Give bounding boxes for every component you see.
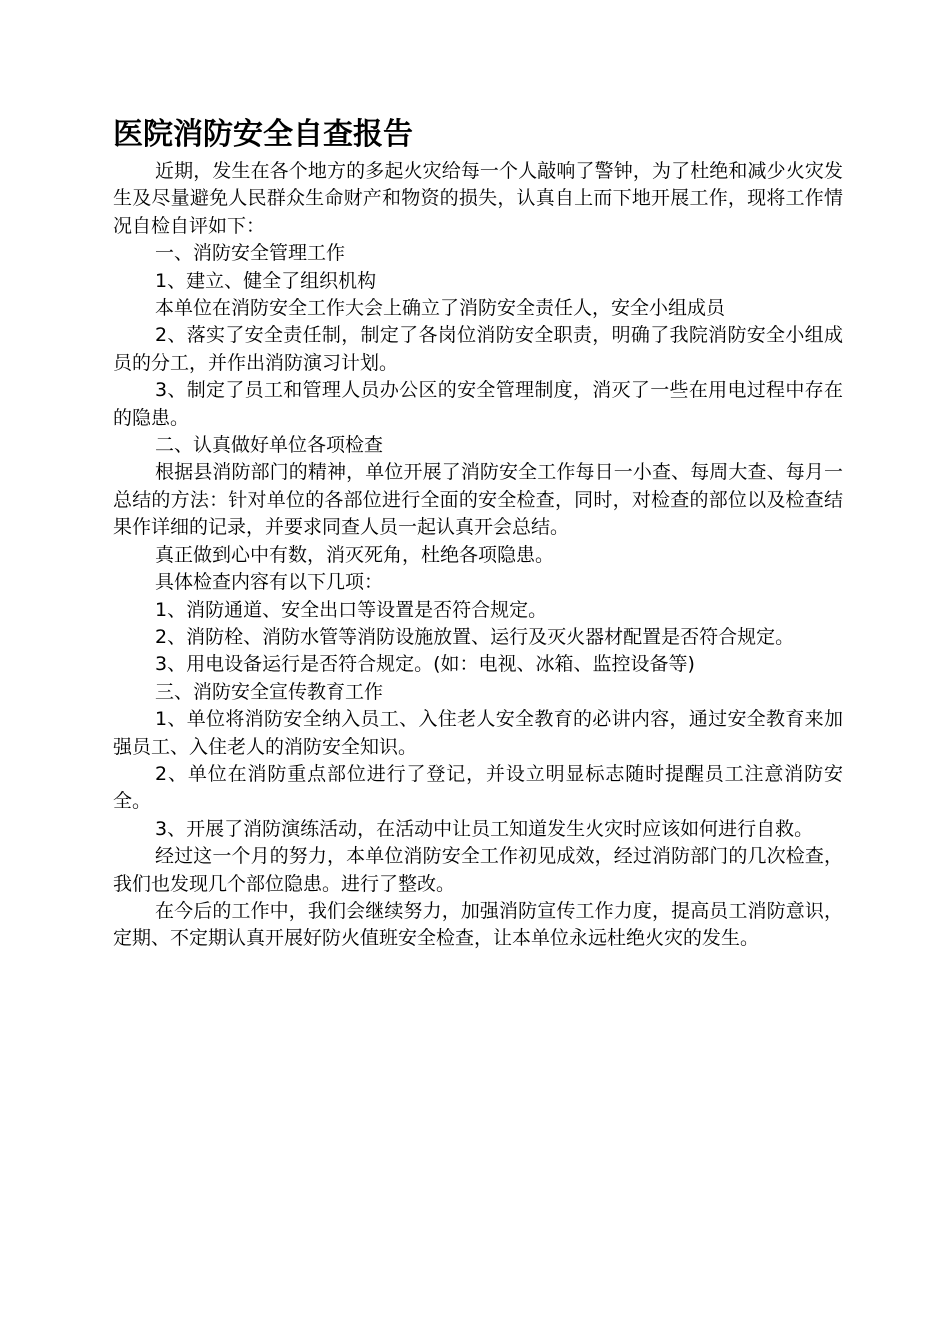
paragraph-item: 2、消防栓、消防水管等消防设施放置、运行及灭火器材配置是否符合规定。 — [155, 625, 795, 648]
paragraph-intro: 近期，发生在各个地方的多起火灾给每一个人敲响了警钟，为了杜绝和减少火灾发生及尽量避免人民群众生命财产和物资的损失，认真自上而下地开展工作，现将工作情况自检自评如下： — [113, 160, 843, 237]
paragraph-item: 2、单位在消防重点部位进行了登记，并设立明显标志随时提醒员工注意消防安全。 — [113, 762, 843, 813]
paragraph-item: 本单位在消防安全工作大会上确立了消防安全责任人，安全小组成员 — [155, 297, 726, 320]
document-title: 医院消防安全自查报告 — [113, 117, 413, 152]
paragraph-item: 3、开展了消防演练活动，在活动中让员工知道发生火灾时应该如何进行自救。 — [155, 817, 814, 840]
paragraph-summary: 经过这一个月的努力，本单位消防安全工作初见成效，经过消防部门的几次检查，我们也发现几个部位隐患。进行了整改。 — [113, 845, 843, 895]
document-body — [113, 158, 843, 953]
paragraph-item: 真正做到心中有数，消灭死角，杜绝各项隐患。 — [155, 543, 555, 566]
section-heading-fire-management: 一、消防安全管理工作 — [155, 242, 346, 265]
paragraph-item: 具体检查内容有以下几项： — [155, 571, 384, 594]
paragraph-conclusion: 在今后的工作中，我们会继续努力，加强消防宣传工作力度，提高员工消防意识，定期、不定期认真开展好防火值班安全检查，让本单位永远杜绝火灾的发生。 — [113, 899, 843, 950]
paragraph-item: 3、用电设备运行是否符合规定。(如：电视、冰箱、监控设备等) — [155, 653, 695, 676]
section-heading-inspections: 二、认真做好单位各项检查 — [155, 434, 384, 457]
document-page — [113, 112, 843, 953]
paragraph-item: 1、消防通道、安全出口等设置是否符合规定。 — [155, 598, 548, 621]
paragraph-item: 根据县消防部门的精神，单位开展了消防安全工作每日一小查、每周大查、每月一总结的方法：针对单位的各部位进行全面的安全检查，同时，对检查的部位以及检查结果作详细的记录，并要求同查人员一起认真开会总结。 — [113, 461, 843, 539]
paragraph-item: 2、落实了安全责任制，制定了各岗位消防安全职责，明确了我院消防安全小组成员的分工，并作出消防演习计划。 — [113, 324, 843, 374]
section-heading-education: 三、消防安全宣传教育工作 — [155, 680, 384, 703]
paragraph-item: 3、制定了员工和管理人员办公区的安全管理制度，消灭了一些在用电过程中存在的隐患。 — [113, 379, 843, 429]
paragraph-item: 1、建立、健全了组织机构 — [155, 269, 377, 292]
paragraph-item: 1、单位将消防安全纳入员工、入住老人安全教育的必讲内容，通过安全教育来加强员工、入住老人的消防安全知识。 — [113, 708, 843, 758]
